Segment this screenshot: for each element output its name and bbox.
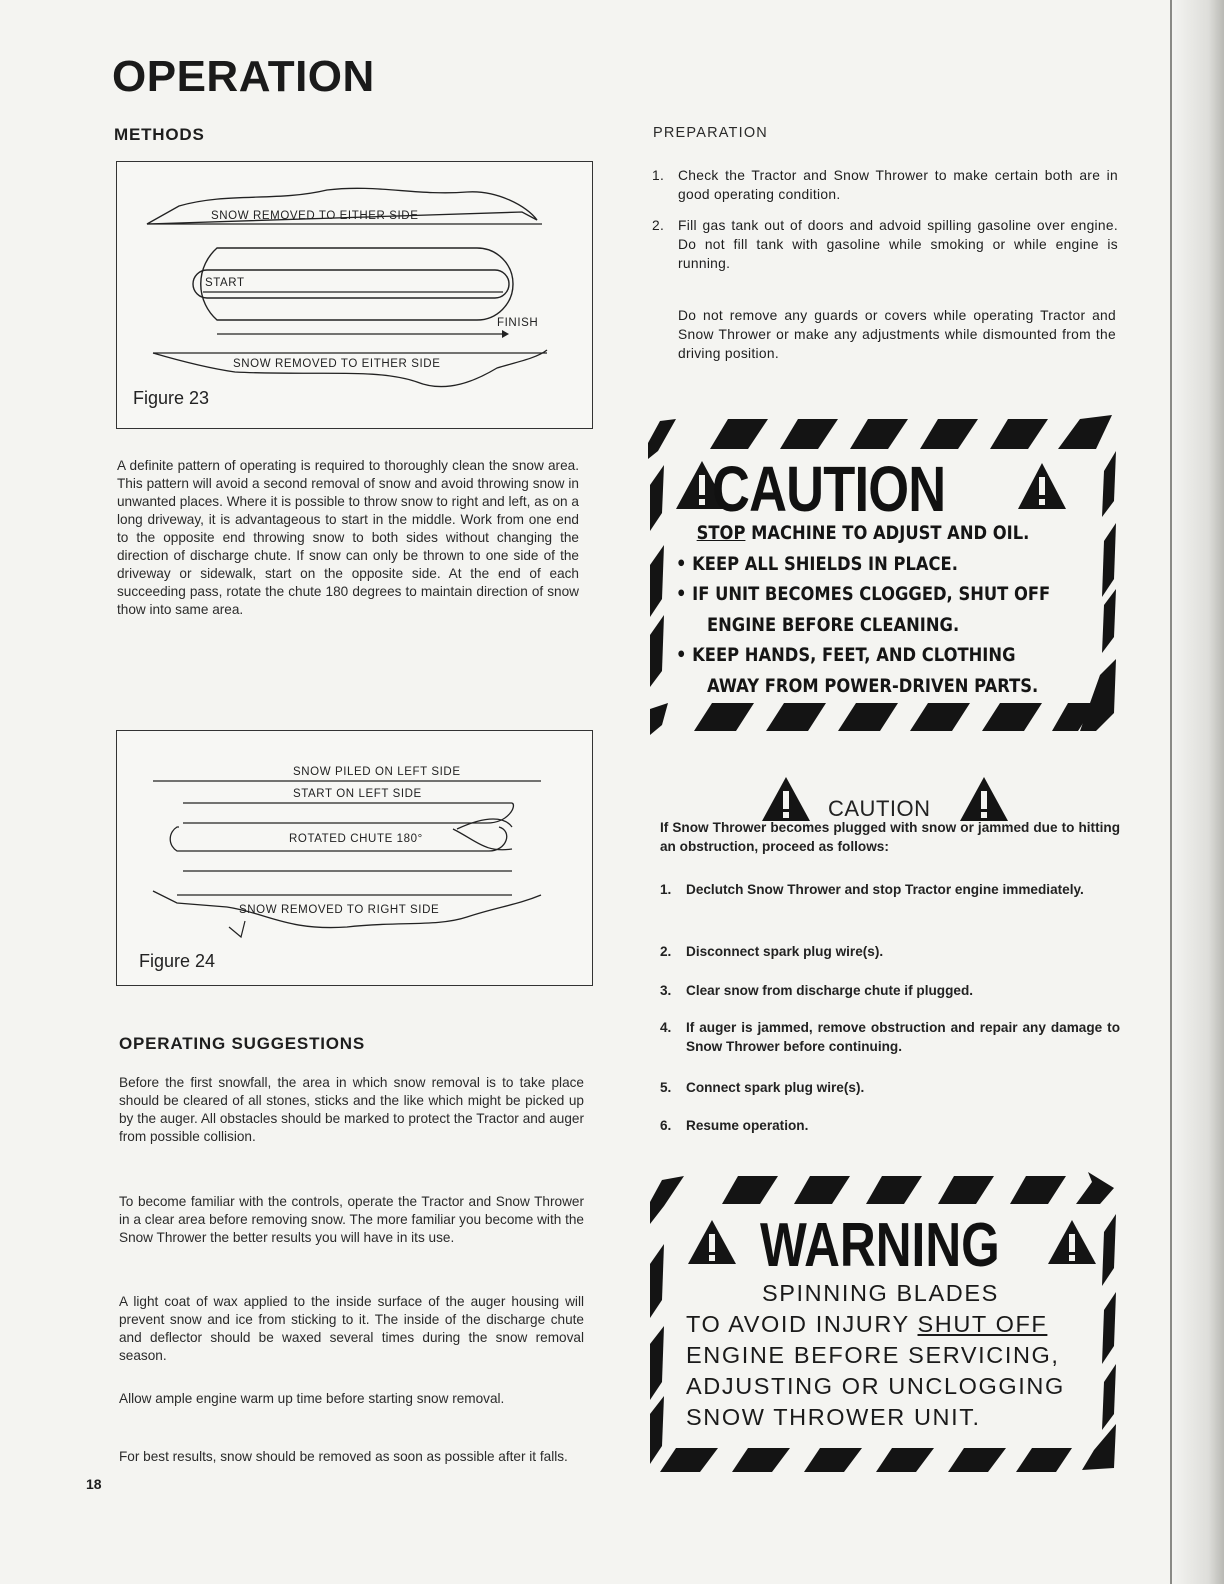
figure-24	[116, 730, 593, 986]
warning-triangle-icon-right	[1018, 463, 1066, 509]
list-item	[660, 942, 1120, 961]
step-text: Resume operation.	[686, 1118, 809, 1133]
step-text: Connect spark plug wire(s).	[686, 1080, 865, 1095]
caution-line-1-rest: MACHINE TO ADJUST AND OIL.	[745, 522, 1030, 544]
list-item-number: 2.	[652, 218, 665, 233]
fig24-label-removed: SNOW REMOVED TO RIGHT SIDE	[239, 904, 440, 916]
step-text: Declutch Snow Thrower and stop Tractor engine immediately.	[686, 882, 1084, 897]
list-item	[660, 1116, 1120, 1135]
list-item	[660, 1078, 1120, 1097]
list-item	[652, 216, 1118, 273]
list-item	[652, 166, 1118, 204]
list-item	[660, 1018, 1120, 1056]
methods-heading: METHODS	[114, 125, 205, 144]
step-number: 1.	[660, 882, 672, 897]
warning-triangle-icon-left	[688, 1220, 736, 1264]
caution-line-2: • KEEP ALL SHIELDS IN PLACE.	[676, 552, 958, 575]
fig23-label-top: SNOW REMOVED TO EITHER SIDE	[211, 210, 419, 222]
step-number: 4.	[660, 1020, 672, 1035]
suggestion-paragraph-3: A light coat of wax applied to the inside surface of the auger housing will prevent snow and ice from sticking to it. The inside of the discharge chute and deflector should be waxed several times during the snow removal season.	[119, 1294, 584, 1363]
suggestions-heading: OPERATING SUGGESTIONS	[119, 1034, 366, 1053]
suggestion-paragraph-4: Allow ample engine warm up time before starting snow removal.	[119, 1391, 505, 1406]
warning-line-1: SPINNING BLADES	[762, 1280, 999, 1306]
caution-jam-title: CAUTION	[828, 796, 931, 821]
warning-label-lines	[686, 1278, 1086, 1433]
preparation-list	[652, 166, 1118, 285]
fig24-label-piled: SNOW PILED ON LEFT SIDE	[293, 766, 461, 778]
warning-triangle-icon	[760, 775, 812, 823]
fig24-label-rotated: ROTATED CHUTE 180°	[289, 833, 423, 845]
warning-line-3: ENGINE BEFORE SERVICING,	[686, 1342, 1060, 1368]
page-curl-shadow	[1172, 0, 1224, 1584]
list-item-number: 1.	[652, 168, 665, 183]
suggestion-paragraph-1: Before the first snowfall, the area in which snow removal is to take place should be cleared of all stones, sticks and the like which might be picked up by the auger. All obstacles should be marked to protect the Tractor and auger from possible collision.	[119, 1075, 584, 1144]
fig23-label-start: START	[205, 277, 245, 289]
step-number: 6.	[660, 1118, 672, 1133]
warning-line-2-pre: TO AVOID INJURY	[686, 1311, 918, 1337]
step-number: 5.	[660, 1080, 672, 1095]
caution-line-5: • KEEP HANDS, FEET, AND CLOTHING	[676, 644, 1016, 666]
pass-line-1	[183, 803, 513, 823]
caution-line-6: AWAY FROM POWER-DRIVEN PARTS.	[706, 674, 1039, 697]
figure-23-caption: Figure 23	[133, 388, 210, 408]
suggestion-paragraph-5: For best results, snow should be removed as soon as possible after it falls.	[119, 1449, 568, 1464]
warning-shut-off: SHUT OFF	[917, 1311, 1048, 1337]
warning-line-2	[686, 1309, 1086, 1340]
warning-line-5: SNOW THROWER UNIT.	[686, 1404, 981, 1430]
warning-label-title: WARNING	[760, 1211, 1000, 1280]
list-item	[660, 880, 1120, 899]
warning-line-4: ADJUSTING OR UNCLOGGING	[686, 1373, 1065, 1399]
page-number: 18	[86, 1476, 102, 1492]
step-text: If auger is jammed, remove obstruction and repair any damage to Snow Thrower before continuing.	[686, 1020, 1120, 1054]
fig23-label-finish: FINISH	[497, 317, 539, 329]
fig23-label-bottom: SNOW REMOVED TO EITHER SIDE	[233, 358, 441, 370]
methods-paragraph: A definite pattern of operating is required to thoroughly clean the snow area. This pattern will avoid a second removal of snow and avoid throwing snow in unwanted places. Where it is possible to throw snow to right and left, as on a long driveway, it is advantageous to start in the middle. Work from one end to the opposite end throwing snow to both sides without changing the direction of discharge chute. If snow can only be thrown to one side of the driveway or sidewalk, start on the opposite side. At the end of each succeeding pass, rotate the chute 180 degrees to maintain direction of snow thow into same area.	[117, 458, 579, 617]
list-item-text: Fill gas tank out of doors and advoid spilling gasoline over engine. Do not fill tank with gasoline while smoking or while engine is running.	[678, 218, 1118, 271]
warning-triangle-icon	[958, 775, 1010, 823]
figure-23	[116, 161, 593, 429]
mound-detail	[229, 921, 245, 937]
step-number: 2.	[660, 944, 672, 959]
caution-label-title: CAUTION	[712, 453, 946, 525]
list-item	[660, 981, 1120, 1000]
step-text: Clear snow from discharge chute if plugged.	[686, 983, 974, 998]
suggestion-paragraph-2: To become familiar with the controls, operate the Tractor and Snow Thrower in a clear area before removing snow. The more familiar you become with the Snow Thrower the better results you will have in its use.	[119, 1194, 584, 1245]
caution-stop-word: STOP	[696, 522, 746, 544]
step-number: 3.	[660, 983, 672, 998]
caution-jam-intro: If Snow Thrower becomes plugged with snow or jammed due to hitting an obstruction, proceed as follows:	[660, 820, 1120, 854]
step-text: Disconnect spark plug wire(s).	[686, 944, 884, 959]
finish-arrow-icon	[502, 330, 509, 338]
warning-triangle-icon-right	[1048, 1220, 1096, 1264]
chute-rotation-curve-2	[457, 819, 512, 829]
caution-line-4: ENGINE BEFORE CLEANING.	[706, 613, 960, 636]
caution-line-3: • IF UNIT BECOMES CLOGGED, SHUT OFF	[676, 583, 1051, 605]
fig24-label-start: START ON LEFT SIDE	[293, 788, 422, 800]
outer-loop-path	[201, 248, 513, 320]
caution-line-1	[676, 518, 1029, 549]
preparation-note: Do not remove any guards or covers while operating Tractor and Snow Thrower or make any adjustments while dismounted from the driving position.	[678, 308, 1116, 361]
figure-24-caption: Figure 24	[139, 951, 216, 971]
chute-rotation-curve	[453, 829, 512, 850]
list-item-text: Check the Tractor and Snow Thrower to make certain both are in good operating condition.	[678, 168, 1118, 202]
figure-24-diagram	[117, 731, 592, 985]
page-title: OPERATION	[112, 52, 375, 101]
caution-label-items	[676, 518, 1086, 701]
preparation-heading: PREPARATION	[653, 125, 768, 141]
